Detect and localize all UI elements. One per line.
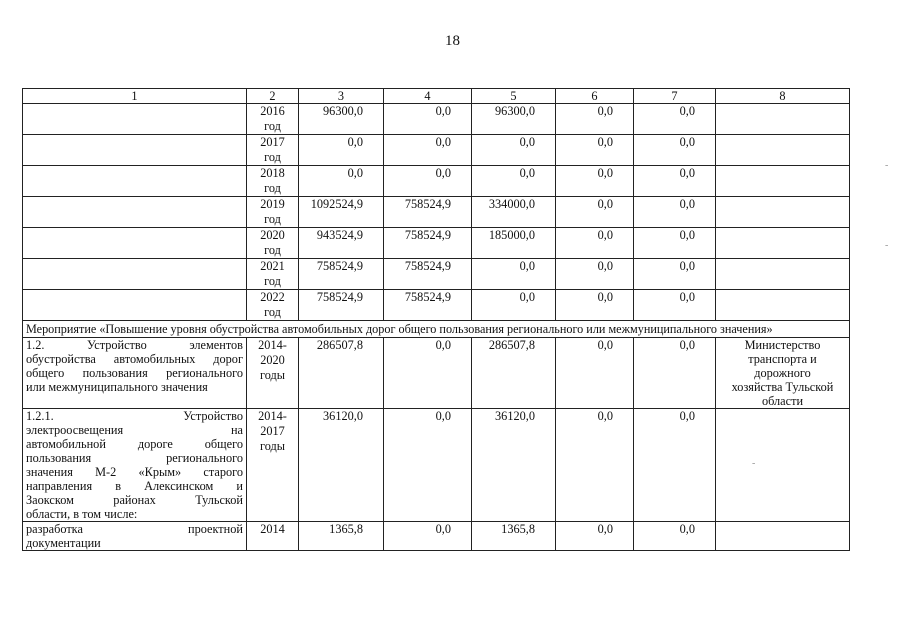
value-col-6: 0,0 xyxy=(556,135,634,166)
header-col-3: 3 xyxy=(299,89,384,104)
value-col-7: 0,0 xyxy=(634,338,716,409)
value-col-4: 758524,9 xyxy=(384,197,472,228)
table-row xyxy=(23,135,850,166)
value-col-4: 0,0 xyxy=(384,409,472,522)
responsible-cell xyxy=(716,197,850,228)
header-col-6: 6 xyxy=(556,89,634,104)
value-col-5: 0,0 xyxy=(472,135,556,166)
value-col-4: 0,0 xyxy=(384,135,472,166)
header-col-8: 8 xyxy=(716,89,850,104)
value-col-6: 0,0 xyxy=(556,409,634,522)
activity-description: разработка проектной документации xyxy=(23,522,247,551)
value-col-4: 0,0 xyxy=(384,522,472,551)
value-col-4: 0,0 xyxy=(384,104,472,135)
activity-description: 1.2.1. Устройство электроосвещения на автомобильной дороге общего пользования регионального значения М-2 «Крым» старого направления в Алексинском и Заокском районах Тульской области, в том числе: xyxy=(23,409,247,522)
value-col-5: 1365,8 xyxy=(472,522,556,551)
value-col-3: 96300,0 xyxy=(299,104,384,135)
value-col-3: 1092524,9 xyxy=(299,197,384,228)
responsible-cell xyxy=(716,104,850,135)
table-row xyxy=(23,228,850,259)
value-col-6: 0,0 xyxy=(556,259,634,290)
value-col-3: 1365,8 xyxy=(299,522,384,551)
page-number: 18 xyxy=(445,33,460,49)
value-col-6: 0,0 xyxy=(556,228,634,259)
year-cell: 2022 год xyxy=(247,290,299,321)
activity-cell xyxy=(23,197,247,228)
responsible-cell xyxy=(716,290,850,321)
value-col-6: 0,0 xyxy=(556,522,634,551)
value-col-6: 0,0 xyxy=(556,166,634,197)
value-col-5: 96300,0 xyxy=(472,104,556,135)
value-col-3: 286507,8 xyxy=(299,338,384,409)
value-col-7: 0,0 xyxy=(634,135,716,166)
value-col-3: 0,0 xyxy=(299,166,384,197)
value-col-5: 36120,0 xyxy=(472,409,556,522)
header-col-2: 2 xyxy=(247,89,299,104)
value-col-5: 0,0 xyxy=(472,259,556,290)
year-cell: 2018 год xyxy=(247,166,299,197)
value-col-5: 0,0 xyxy=(472,290,556,321)
scan-speck: - xyxy=(752,458,756,469)
value-col-7: 0,0 xyxy=(634,228,716,259)
value-col-4: 0,0 xyxy=(384,166,472,197)
activity-description: 1.2. Устройство элементов обустройства автомобильных дорог общего пользования регионального или межмуниципального значения xyxy=(23,338,247,409)
table-row xyxy=(23,104,850,135)
activity-cell xyxy=(23,104,247,135)
value-col-4: 0,0 xyxy=(384,338,472,409)
activity-cell xyxy=(23,259,247,290)
header-col-5: 5 xyxy=(472,89,556,104)
year-cell: 2020 год xyxy=(247,228,299,259)
responsible-cell: Министерство транспорта и дорожного хозяйства Тульской области xyxy=(716,338,850,409)
header-row xyxy=(23,89,850,104)
value-col-3: 758524,9 xyxy=(299,290,384,321)
value-col-5: 0,0 xyxy=(472,166,556,197)
header-col-7: 7 xyxy=(634,89,716,104)
header-col-1: 1 xyxy=(23,89,247,104)
responsible-cell xyxy=(716,409,850,522)
event-row xyxy=(23,321,850,338)
activity-cell xyxy=(23,290,247,321)
responsible-cell xyxy=(716,135,850,166)
value-col-5: 286507,8 xyxy=(472,338,556,409)
value-col-3: 943524,9 xyxy=(299,228,384,259)
year-cell: 2017 год xyxy=(247,135,299,166)
table-row xyxy=(23,166,850,197)
value-col-4: 758524,9 xyxy=(384,290,472,321)
value-col-3: 758524,9 xyxy=(299,259,384,290)
table-row xyxy=(23,197,850,228)
activity-cell xyxy=(23,166,247,197)
value-col-3: 0,0 xyxy=(299,135,384,166)
value-col-7: 0,0 xyxy=(634,409,716,522)
value-col-4: 758524,9 xyxy=(384,259,472,290)
value-col-5: 334000,0 xyxy=(472,197,556,228)
value-col-6: 0,0 xyxy=(556,104,634,135)
value-col-6: 0,0 xyxy=(556,197,634,228)
responsible-cell xyxy=(716,166,850,197)
budget-table xyxy=(22,88,850,551)
value-col-7: 0,0 xyxy=(634,104,716,135)
value-col-3: 36120,0 xyxy=(299,409,384,522)
scan-speck: - xyxy=(885,240,889,251)
value-col-6: 0,0 xyxy=(556,338,634,409)
table-row xyxy=(23,338,850,409)
activity-cell xyxy=(23,228,247,259)
activity-cell xyxy=(23,135,247,166)
value-col-7: 0,0 xyxy=(634,259,716,290)
responsible-cell xyxy=(716,228,850,259)
event-title: Мероприятие «Повышение уровня обустройства автомобильных дорог общего пользования регионального или межмуниципального значения» xyxy=(23,321,850,338)
table-row xyxy=(23,259,850,290)
header-col-4: 4 xyxy=(384,89,472,104)
period-cell: 2014- 2020 годы xyxy=(247,338,299,409)
period-cell: 2014 xyxy=(247,522,299,551)
year-cell: 2021 год xyxy=(247,259,299,290)
responsible-cell xyxy=(716,259,850,290)
value-col-7: 0,0 xyxy=(634,197,716,228)
table-row xyxy=(23,522,850,551)
value-col-7: 0,0 xyxy=(634,290,716,321)
value-col-5: 185000,0 xyxy=(472,228,556,259)
year-cell: 2019 год xyxy=(247,197,299,228)
table-row xyxy=(23,290,850,321)
scan-speck: - xyxy=(885,160,889,171)
table-row xyxy=(23,409,850,522)
year-cell: 2016 год xyxy=(247,104,299,135)
period-cell: 2014- 2017 годы xyxy=(247,409,299,522)
value-col-6: 0,0 xyxy=(556,290,634,321)
value-col-7: 0,0 xyxy=(634,166,716,197)
value-col-7: 0,0 xyxy=(634,522,716,551)
value-col-4: 758524,9 xyxy=(384,228,472,259)
responsible-cell xyxy=(716,522,850,551)
